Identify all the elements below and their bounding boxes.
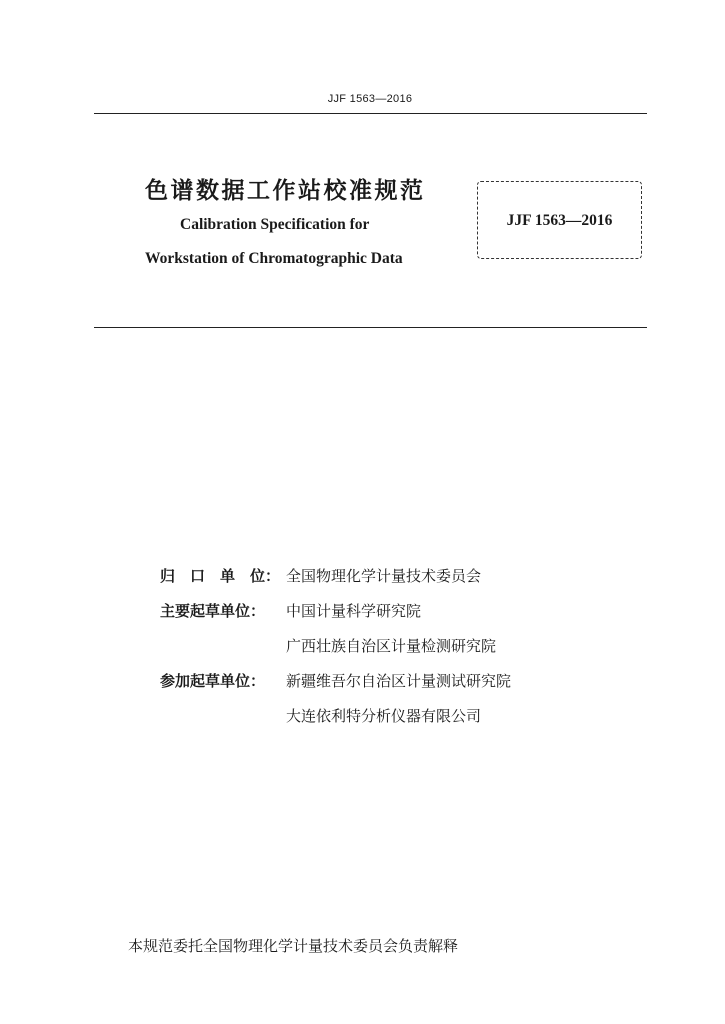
unit-row-main-2 (160, 628, 511, 663)
unit-value-main-2: 广西壮族自治区计量检测研究院 (286, 637, 497, 655)
unit-value-participating-2: 大连依利特分析仪器有限公司 (286, 707, 482, 725)
title-english-line2: Workstation of Chromatographic Data (145, 250, 403, 267)
interpretation-note: 本规范委托全国物理化学计量技术委员会负责解释 (128, 937, 459, 955)
unit-label-participating: 参加起草单位： (160, 672, 266, 690)
title-chinese: 色谱数据工作站校准规范 (145, 178, 426, 204)
unit-row-participating (160, 663, 511, 698)
label-char: 口 (189, 567, 205, 585)
unit-value-responsible: 全国物理化学计量技术委员会 (286, 567, 482, 585)
title-english-line1: Calibration Specification for (180, 216, 370, 233)
label-char: 单 (219, 567, 235, 585)
unit-row-participating-2 (160, 698, 511, 733)
unit-value-participating-1: 新疆维吾尔自治区计量测试研究院 (286, 672, 512, 690)
code-box-text: JJF 1563—2016 (506, 212, 613, 229)
document-code-header: JJF 1563—2016 (327, 93, 413, 105)
unit-row-responsible (160, 558, 511, 593)
unit-label-main: 主要起草单位： (160, 602, 266, 620)
unit-row-main (160, 593, 511, 628)
bottom-divider (94, 327, 647, 328)
label-char: 归 (160, 567, 176, 585)
unit-label-responsible (160, 565, 282, 586)
drafting-units (160, 558, 511, 733)
top-divider (94, 113, 647, 114)
label-char: 位： (249, 567, 280, 585)
unit-value-main-1: 中国计量科学研究院 (286, 602, 422, 620)
